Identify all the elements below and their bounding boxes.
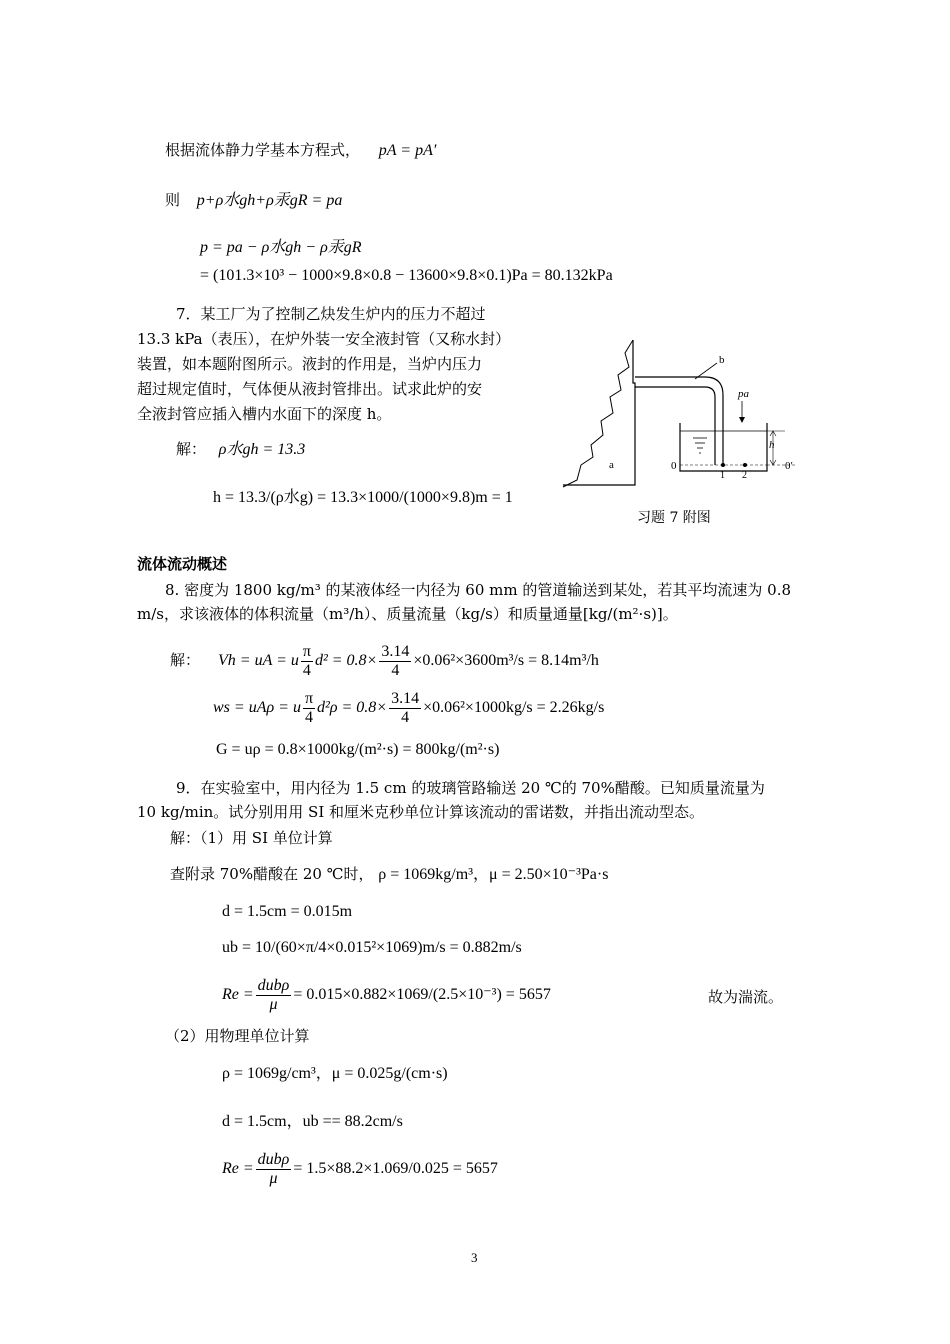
p7-sol-eq1: ρ水gh = 13.3 bbox=[218, 441, 306, 458]
p7-figure-liquid-seal bbox=[555, 335, 805, 495]
label-a: a bbox=[609, 459, 614, 471]
p8-eq1-right: ×0.06²×3600m³/s = 8.14m³/h bbox=[413, 652, 599, 669]
furnace-body bbox=[563, 340, 635, 485]
p7-line-2: 13.3 kPa（表压），在炉外装一安全液封管（又称水封） bbox=[137, 330, 511, 348]
p9-eq-d: d = 1.5cm = 0.015m bbox=[222, 903, 353, 920]
p7-solution-line bbox=[176, 439, 305, 460]
p6-eq-p: p = pa − ρ水gh − ρ汞gR bbox=[200, 239, 362, 256]
label-b: b bbox=[719, 354, 725, 366]
p8-eq2-right: ×0.06²×1000kg/s = 2.26kg/s bbox=[423, 699, 605, 717]
label-pa: pa bbox=[738, 388, 749, 400]
p9-conclusion: 故为湍流。 bbox=[708, 988, 784, 1006]
p7-sol-label: 解： bbox=[176, 440, 207, 458]
label-h: h bbox=[769, 439, 775, 451]
p6-intro-line bbox=[165, 140, 436, 161]
p9-eq-re: Re = $\frac{\text{dubρ}}{\mu}$ = 0.015×0.882×1069/(2.5×10⁻³) = 5657 bbox=[222, 976, 551, 1013]
p9-lookup-text: 查附录 70%醋酸在 20 ℃时， bbox=[170, 865, 374, 883]
p9-line-1: 9．在实验室中，用内径为 1.5 cm 的玻璃管路输送 20 ℃的 70%醋酸。已知质量流量为 bbox=[176, 779, 765, 797]
page-number: 3 bbox=[471, 1250, 478, 1265]
p8-eq1-frac2: $\frac{3.14}{4}$ bbox=[381, 642, 410, 679]
p8-line-1: 8. 密度为 1800 kg/m³ 的某液体经一内径为 60 mm 的管道输送到某处，若其平均流速为 0.8 bbox=[165, 581, 792, 599]
p9-part2-label: （2）用物理单位计算 bbox=[165, 1027, 310, 1045]
p8-eq2-mid: d²ρ = 0.8× bbox=[317, 699, 388, 717]
label-0: 0 bbox=[671, 460, 677, 472]
p9-eq2-d: d = 1.5cm，ub == 88.2cm/s bbox=[222, 1113, 403, 1130]
p8-eq2-left: ws = uAρ = u bbox=[213, 699, 301, 717]
p7-line-4: 超过规定值时，气体便从液封管排出。试求此炉的安 bbox=[137, 380, 483, 398]
p6-then-line bbox=[165, 190, 342, 211]
p6-eq-then: p+ρ水gh+ρ汞gR = pa bbox=[196, 192, 343, 209]
p8-eq1 bbox=[170, 642, 599, 680]
p7-line-3: 装置，如本题附图所示。液封的作用是，当炉内压力 bbox=[137, 355, 483, 373]
p7-line-1: 7．某工厂为了控制乙炔发生炉内的压力不超过 bbox=[176, 305, 486, 323]
label-1: 1 bbox=[720, 470, 725, 481]
p8-eq1-frac: $\frac{\pi}{4}$ bbox=[302, 642, 311, 679]
p9-eq-u: ub = 10/(60×π/4×0.015²×1069)m/s = 0.882m/s bbox=[222, 939, 522, 956]
p7-line-5: 全液封管应插入槽内水面下的深度 h。 bbox=[137, 405, 392, 423]
p9-lookup-eq: ρ = 1069kg/m³，μ = 2.50×10⁻³Pa·s bbox=[378, 866, 609, 883]
p8-line-2: m/s，求该液体的体积流量（m³/h）、质量流量（kg/s）和质量通量[kg/(m²·s)]。 bbox=[137, 605, 678, 623]
p6-then-word: 则 bbox=[165, 191, 181, 209]
label-0-prime: 0′ bbox=[785, 460, 793, 472]
p7-figure-caption: 习题 7 附图 bbox=[637, 510, 711, 526]
p6-intro-text: 根据流体静力学基本方程式， bbox=[165, 141, 361, 159]
p9-part1-label: 解：（1）用 SI 单位计算 bbox=[170, 829, 333, 847]
p9-line-2: 10 kg/min。试分别用用 SI 和厘米克秒单位计算该流动的雷诺数，并指出流动型态。 bbox=[137, 803, 705, 821]
p9-eq2-rho: ρ = 1069g/cm³，μ = 0.025g/(cm·s) bbox=[222, 1065, 448, 1082]
section-title: 流体流动概述 bbox=[137, 555, 228, 573]
p8-eq3: G = uρ = 0.8×1000kg/(m²·s) = 800kg/(m²·s) bbox=[216, 741, 500, 758]
seal-pipe-outer bbox=[635, 377, 723, 465]
p8-eq2: ws = uAρ = u $\frac{\pi}{4}$ d²ρ = 0.8× $\frac{3.14}{4}$ ×0.06²×1000kg/s = 2.26kg/s bbox=[213, 690, 605, 726]
p8-eq1-mid: d² = 0.8× bbox=[314, 652, 378, 669]
p7-sol-eq2: h = 13.3/(ρ水g) = 13.3×1000/(1000×9.8)m = 1 bbox=[213, 489, 513, 506]
p8-sol-label: 解： bbox=[170, 651, 201, 669]
p9-lookup-line bbox=[170, 864, 608, 885]
seal-pipe-inner bbox=[635, 387, 715, 465]
p9-eq2-re: Re = $\frac{\text{dubρ}}{\mu}$ = 1.5×88.2×1.069/0.025 = 5657 bbox=[222, 1150, 498, 1187]
p6-intro-eq: pA = pA′ bbox=[378, 142, 437, 159]
furnace-wall bbox=[563, 340, 633, 487]
p6-eq-val: = (101.3×10³ − 1000×9.8×0.8 − 13600×9.8×0.1)Pa = 80.132kPa bbox=[200, 267, 613, 284]
p8-eq1-left: Vh = uA = u bbox=[218, 652, 299, 669]
label-2: 2 bbox=[742, 470, 747, 481]
